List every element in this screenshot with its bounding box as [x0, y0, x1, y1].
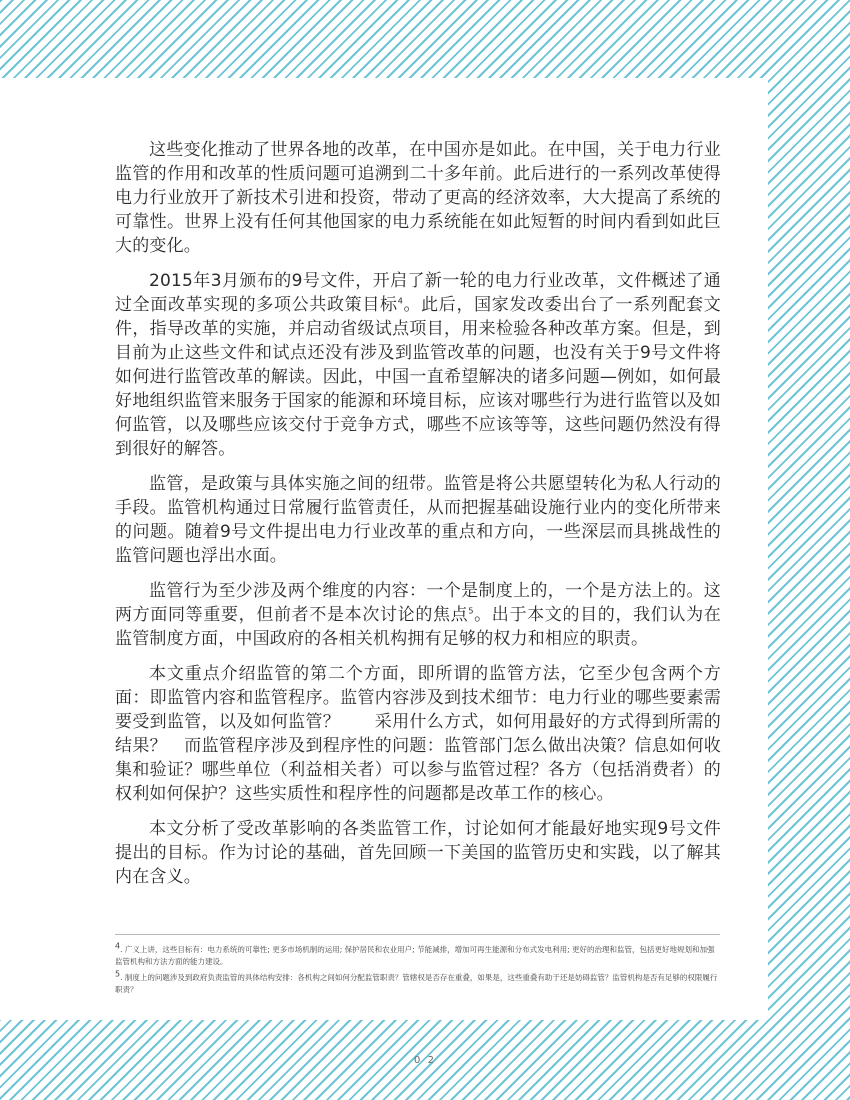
footnote-5-text: . 制度上的问题涉及到政府负责监管的具体结构安排：各机构之间如何分配监管职责？管辖权是否存在重叠，如果是，这些重叠有助于还是妨碍监管？监管机构是否有足够的权限履行职责？ [115, 973, 718, 994]
paragraph-5: 本文重点介绍监管的第二个方面，即所谓的监管方法，它至少包含两个方面：即监管内容和监管程序。监管内容涉及到技术细节：电力行业的哪些要素需要受到监管，以及如何监管？ 采用什么方式，如何用最好的方式得到所需的结果？ 而监管程序涉及到程序性的问题：监管部门怎么做出决策？信息如何收集和验证？哪些单位（利益相关者）可以参与监管过程？各方（包括消费者）的权利如何保护？这些实质性和程序性的问题都是改革工作的核心。 [115, 664, 721, 804]
footnote-mark-4: 4 [115, 941, 121, 951]
footnote-ref-5[interactable]: 5 [468, 606, 474, 616]
body-text [115, 138, 721, 900]
footnote-4 [115, 941, 721, 968]
paragraph-4 [115, 579, 721, 651]
paragraph-4-part-b: 。出于本文的目的，我们认为在监管制度方面，中国政府的各相关机构拥有足够的权力和相应的职责。 [115, 605, 721, 649]
footnote-4-text: . 广义上讲，这些目标有：电力系统的可靠性; 更多市场机制的运用; 保护居民和农业用户; 节能减排，增加可再生能源和分布式发电利用; 更好的治理和监管，包括更好地规划和加强监管机构和方法方面的能力建设。 [115, 945, 715, 966]
page-number: 0 2 [414, 1055, 436, 1066]
paragraph-2 [115, 269, 721, 461]
paragraph-1: 这些变化推动了世界各地的改革，在中国亦是如此。在中国，关于电力行业监管的作用和改革的性质问题可追溯到二十多年前。此后进行的一系列改革使得电力行业放开了新技术引进和投资，带动了更高的经济效率，大大提高了系统的可靠性。世界上没有任何其他国家的电力系统能在如此短暂的时间内看到如此巨大的变化。 [115, 140, 721, 256]
footnote-5 [115, 969, 721, 996]
footnote-ref-4[interactable]: 4 [397, 296, 403, 306]
page-sheet [0, 78, 768, 1020]
footnote-divider [115, 934, 720, 935]
footnote-mark-5: 5 [115, 969, 121, 979]
paragraph-2-part-b: 。此后，国家发改委出台了一系列配套文件，指导改革的实施，并启动省级试点项目，用来检验各种改革方案。但是，到目前为止这些文件和试点还没有涉及到监管改革的问题，也没有关于9号文件将如何进行监管改革的解读。因此，中国一直希望解决的诸多问题—例如，如何最好地组织监管来服务于国家的能源和环境目标，应该对哪些行为进行监管以及如何监管，以及哪些应该交付于竞争方式，哪些不应该等等，这些问题仍然没有得到很好的解答。 [115, 295, 721, 459]
paragraph-3: 监管，是政策与具体实施之间的纽带。监管是将公共愿望转化为私人行动的手段。监管机构通过日常履行监管责任，从而把握基础设施行业内的变化所带来的问题。随着9号文件提出电力行业改革的重点和方向，一些深层而具挑战性的监管问题也浮出水面。 [115, 474, 721, 566]
paragraph-6: 本文分析了受改革影响的各类监管工作，讨论如何才能最好地实现9号文件提出的目标。作为讨论的基础，首先回顾一下美国的监管历史和实践，以了解其内在含义。 [115, 819, 721, 887]
paragraph-2-part-a: 2015年3月颁布的9号文件，开启了新一轮的电力行业改革，文件概述了通过全面改革实现的多项公共政策目标 [115, 271, 721, 315]
footnotes [115, 941, 721, 1000]
paragraph-4-part-a: 监管行为至少涉及两个维度的内容：一个是制度上的，一个是方法上的。这两方面同等重要，但前者不是本次讨论的焦点 [115, 581, 721, 625]
